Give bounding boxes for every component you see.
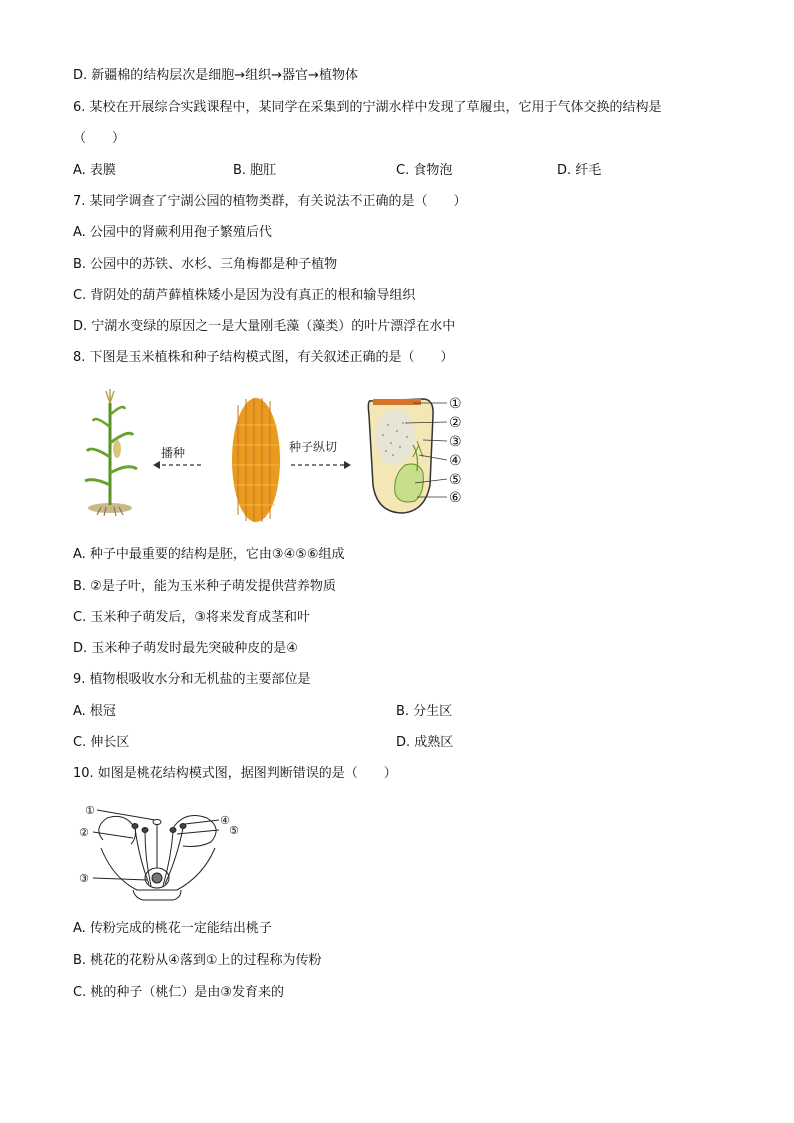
q7-stem: 7. 某同学调查了宁湖公园的植物类群，有关说法不正确的是（ ）	[73, 194, 467, 209]
q6-option-c: C. 食物泡	[396, 163, 453, 178]
seed-marker-5: ⑤	[449, 472, 462, 488]
seed-marker-2: ②	[449, 415, 462, 431]
flower-marker-2: ②	[79, 826, 89, 839]
q9-stem: 9. 植物根吸收水分和无机盐的主要部位是	[73, 672, 311, 687]
q9-option-c: C. 伸长区	[73, 735, 130, 750]
q8-option-d: D. 玉米种子萌发时最先突破种皮的是④	[73, 641, 298, 656]
corn-plant-illustration	[85, 389, 137, 516]
q8-option-b: B. ②是子叶，能为玉米种子萌发提供营养物质	[73, 579, 336, 594]
q7-option-b: B. 公园中的苏铁、水杉、三角梅都是种子植物	[73, 257, 338, 272]
q9-option-a: A. 根冠	[73, 704, 116, 719]
q10-stem: 10. 如图是桃花结构模式图，据图判断错误的是（ ）	[73, 766, 397, 781]
q10-option-a: A. 传粉完成的桃花一定能结出桃子	[73, 921, 272, 936]
corn-figure	[73, 385, 493, 530]
flower-marker-3: ③	[79, 872, 89, 885]
q7-option-a: A. 公园中的肾蕨利用孢子繁殖后代	[73, 225, 272, 240]
q6-stem: 6. 某校在开展综合实践课程中，某同学在采集到的宁湖水样中发现了草履虫，它用于气体交换的结构是	[73, 100, 662, 115]
flower-marker-4: ④	[220, 814, 230, 827]
flower-marker-5: ⑤	[229, 824, 239, 837]
seed-marker-3: ③	[449, 434, 462, 450]
label-sow: 播种	[161, 446, 186, 460]
q7-option-c: C. 背阴处的葫芦藓植株矮小是因为没有真正的根和输导组织	[73, 288, 416, 303]
q7-option-d: D. 宁湖水变绿的原因之一是大量刚毛藻（藻类）的叶片漂浮在水中	[73, 319, 456, 334]
q8-option-c: C. 玉米种子萌发后，③将来发育成茎和叶	[73, 610, 310, 625]
q9-option-b: B. 分生区	[396, 704, 453, 719]
q6-option-a: A. 表膜	[73, 163, 116, 178]
q6-option-b: B. 胞肛	[233, 163, 277, 178]
q6-stem-blank: （ ）	[73, 131, 126, 146]
seed-marker-4: ④	[449, 453, 462, 469]
q10-option-c: C. 桃的种子（桃仁）是由③发育来的	[73, 985, 284, 1000]
peach-flower-figure	[73, 798, 253, 906]
flower-marker-1: ①	[85, 804, 95, 817]
q9-option-d: D. 成熟区	[396, 735, 454, 750]
q8-stem: 8. 下图是玉米植株和种子结构模式图，有关叙述正确的是（ ）	[73, 350, 454, 365]
corn-cob-illustration	[232, 398, 280, 522]
q5-option-d: D. 新疆棉的结构层次是细胞→组织→器官→植物体	[73, 68, 358, 83]
seed-marker-1: ①	[449, 396, 462, 412]
q10-option-b: B. 桃花的花粉从④落到①上的过程称为传粉	[73, 953, 322, 968]
q6-option-d: D. 纤毛	[557, 163, 602, 178]
label-cut: 种子纵切	[289, 440, 338, 454]
q8-option-a: A. 种子中最重要的结构是胚，它由③④⑤⑥组成	[73, 547, 345, 562]
seed-marker-6: ⑥	[449, 490, 462, 506]
